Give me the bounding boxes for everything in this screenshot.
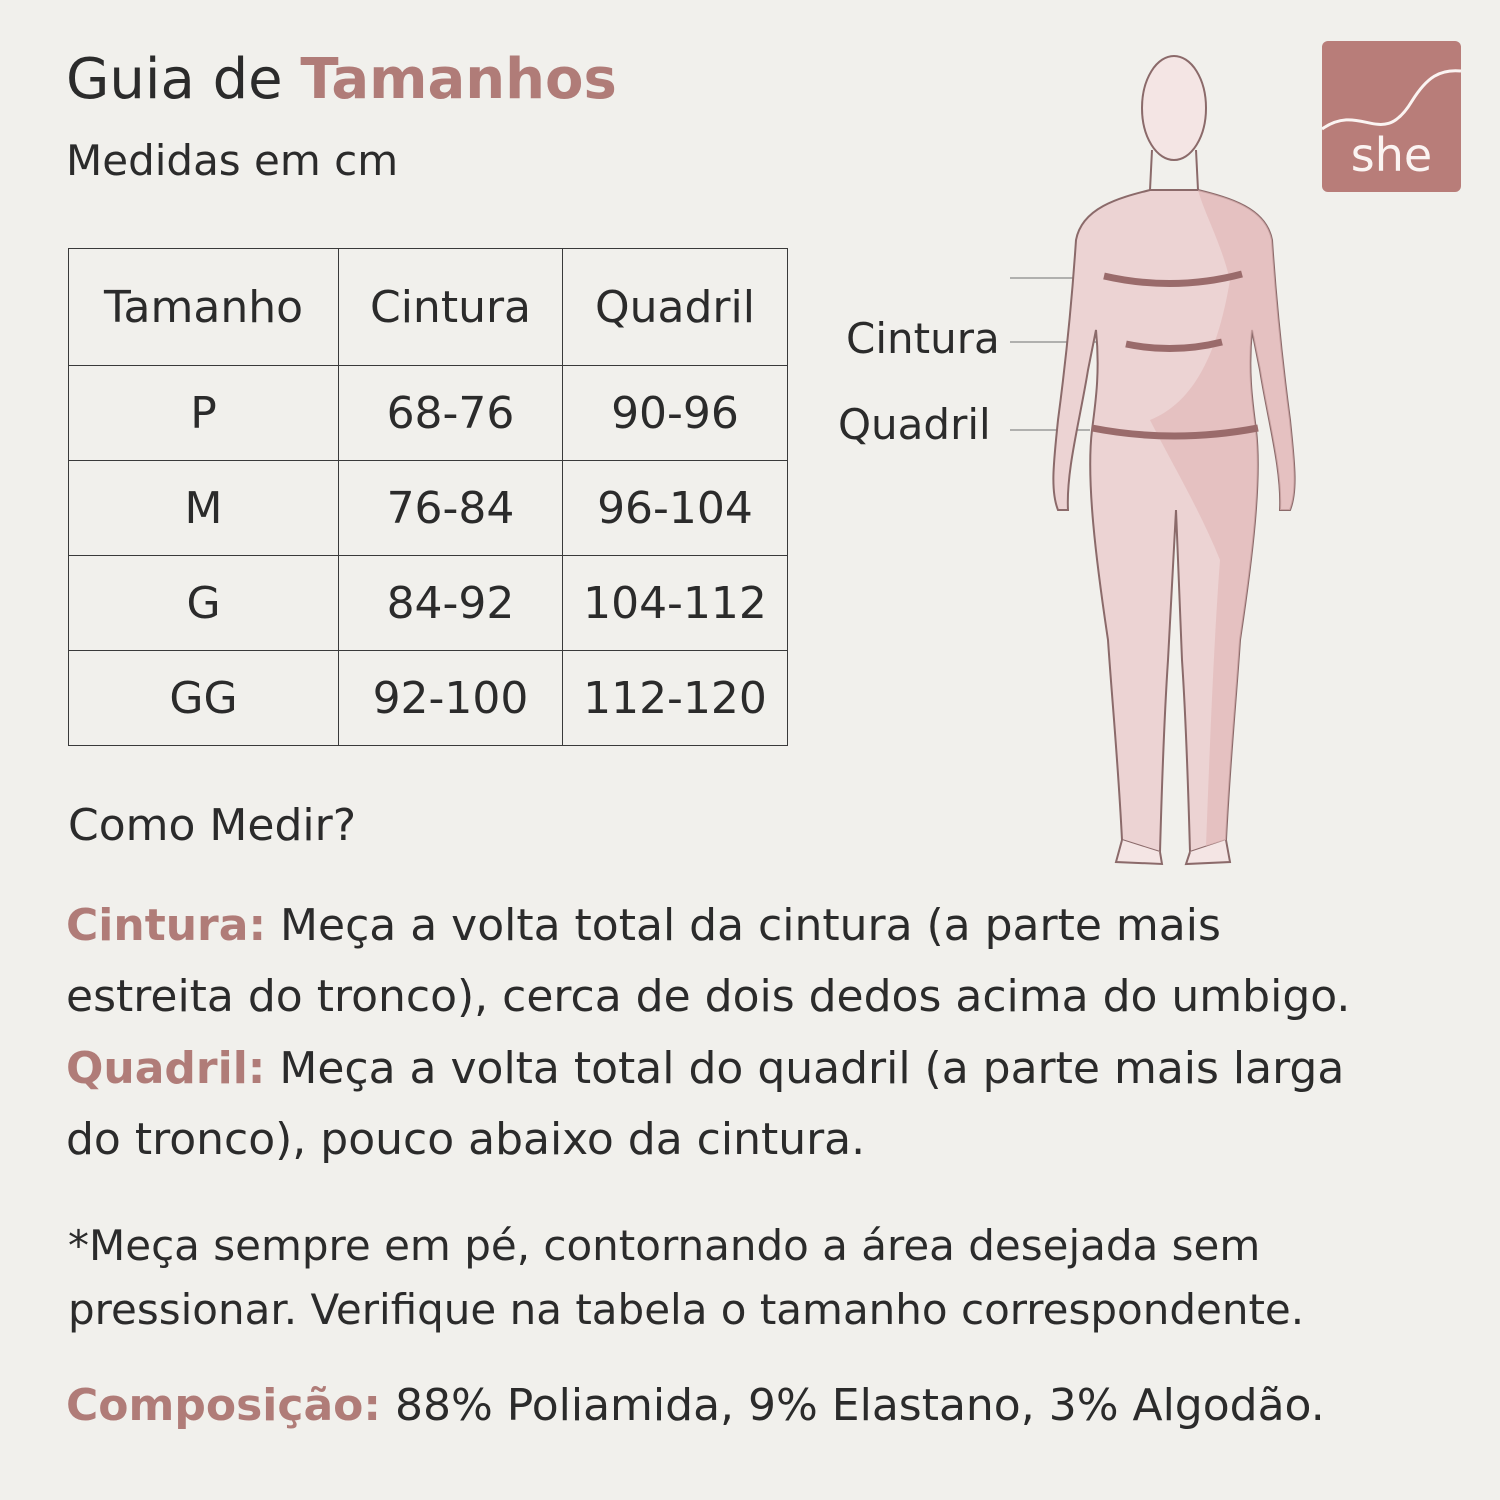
cintura-text: Meça a volta total da cintura (a parte mais estreita do tronco), cerca de dois dedos acima do umbigo. xyxy=(66,900,1351,1022)
title-accent: Tamanhos xyxy=(300,47,617,112)
size-cell: G xyxy=(69,556,339,651)
logo-text: she xyxy=(1350,128,1433,182)
size-table xyxy=(68,248,788,746)
title-plain: Guia de xyxy=(66,47,283,112)
size-cell: GG xyxy=(69,651,339,746)
cintura-instruction xyxy=(66,890,1386,1032)
size-cell: M xyxy=(69,461,339,556)
cintura-cell: 76-84 xyxy=(339,461,563,556)
quadril-text: Meça a volta total do quadril (a parte mais larga do tronco), pouco abaixo da cintura. xyxy=(66,1043,1345,1165)
cintura-cell: 84-92 xyxy=(339,556,563,651)
cintura-label: Cintura: xyxy=(66,900,267,951)
composition-label: Composição: xyxy=(66,1380,381,1431)
figure-label-quadril: Quadril xyxy=(838,400,991,449)
figure-label-cintura: Cintura xyxy=(846,314,1000,363)
quadril-cell: 96-104 xyxy=(563,461,788,556)
body-silhouette-icon xyxy=(1000,40,1320,884)
measure-note: *Meça sempre em pé, contornando a área desejada sem pressionar. Verifique na tabela o tamanho correspondente. xyxy=(68,1221,1305,1334)
table-header-row xyxy=(69,249,788,366)
header-quadril: Quadril xyxy=(563,249,788,366)
how-to-measure-heading: Como Medir? xyxy=(68,800,357,851)
quadril-cell: 90-96 xyxy=(563,366,788,461)
composition xyxy=(66,1380,1325,1431)
header-tamanho: Tamanho xyxy=(69,249,339,366)
composition-text: 88% Poliamida, 9% Elastano, 3% Algodão. xyxy=(394,1380,1325,1431)
table-row xyxy=(69,651,788,746)
quadril-label: Quadril: xyxy=(66,1043,266,1094)
quadril-instruction xyxy=(66,1033,1386,1175)
brand-logo xyxy=(1322,41,1461,192)
table-row xyxy=(69,556,788,651)
cintura-cell: 92-100 xyxy=(339,651,563,746)
cintura-cell: 68-76 xyxy=(339,366,563,461)
page-title xyxy=(66,47,617,112)
quadril-cell: 112-120 xyxy=(563,651,788,746)
quadril-cell: 104-112 xyxy=(563,556,788,651)
page-subtitle: Medidas em cm xyxy=(66,136,399,185)
table-row xyxy=(69,461,788,556)
table-row xyxy=(69,366,788,461)
header-cintura: Cintura xyxy=(339,249,563,366)
size-cell: P xyxy=(69,366,339,461)
